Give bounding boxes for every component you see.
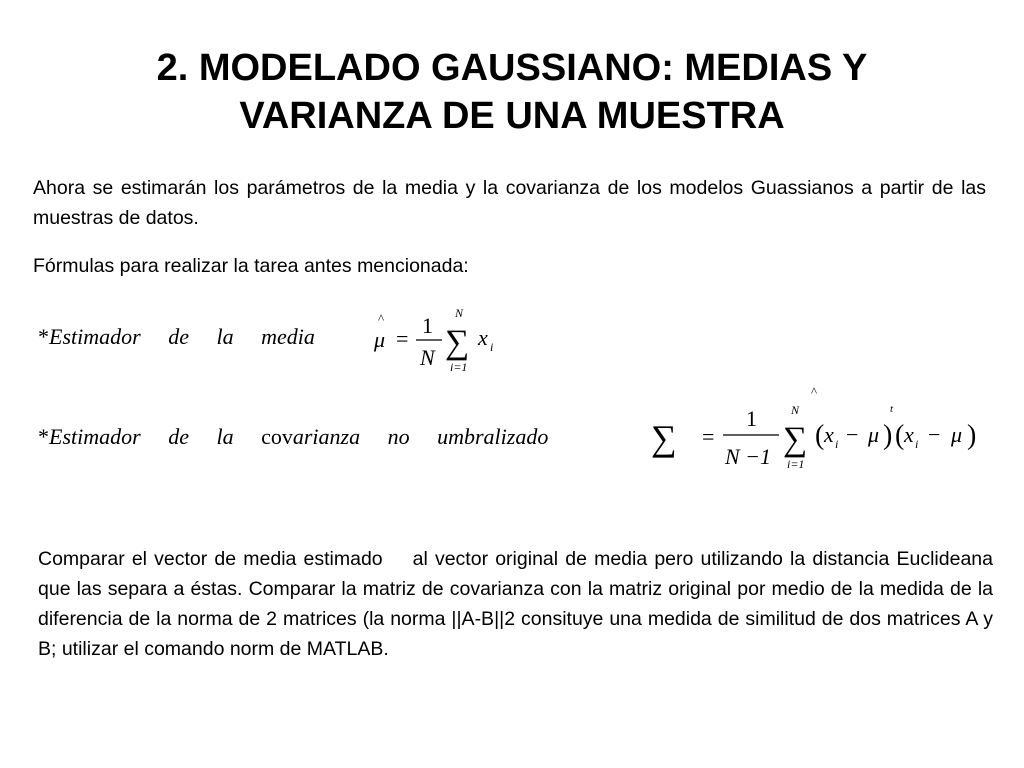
summation-symbol: ∑ — [445, 324, 470, 361]
word-de: de — [168, 424, 189, 449]
slide-title-line2: VARIANZA DE UNA MUESTRA — [239, 95, 785, 137]
comparison-part1: Comparar el vector de media estimado — [38, 548, 383, 570]
mu-hat: ^ — [378, 311, 385, 326]
formula1-label — [38, 324, 315, 350]
formula2-equation — [645, 382, 990, 477]
transpose-t: t — [890, 403, 894, 415]
left-paren-1: ( — [815, 420, 825, 451]
mu-symbol: μ — [374, 327, 386, 352]
formula2-label — [38, 424, 548, 450]
asterisk: * — [38, 324, 49, 349]
fraction-numerator: 1 — [422, 313, 433, 338]
word-umbralizado: umbralizado — [437, 424, 549, 449]
intro-paragraph: Ahora se estimarán los parámetros de la media y la covarianza de los modelos Guassianos a partir de las muestras de datos. — [33, 177, 986, 229]
sum-upper-limit: N — [455, 306, 464, 320]
word-de: de — [168, 324, 189, 349]
word-no: no — [387, 424, 410, 449]
term-x: x — [478, 325, 488, 350]
asterisk: * — [38, 424, 49, 449]
formula1-equation — [368, 303, 508, 383]
term-x: x — [824, 422, 834, 447]
minus-sign-2: − — [928, 422, 941, 447]
fraction-numerator: 1 — [746, 406, 757, 431]
mu-hat: ^ — [811, 384, 818, 399]
term-subscript: i — [490, 340, 494, 354]
minus-sign: − — [846, 422, 859, 447]
term-subscript-2: i — [915, 437, 919, 451]
word-cov: cov — [261, 424, 293, 449]
sum-lower-limit: i=1 — [787, 457, 805, 471]
mu-symbol-2: μ — [951, 422, 963, 447]
equals-sign: = — [702, 424, 715, 449]
term-subscript: i — [835, 437, 839, 451]
word-la: la — [216, 324, 234, 349]
mu-symbol: μ — [868, 422, 880, 447]
comparison-paragraph — [38, 544, 993, 664]
fraction-denominator: N −1 — [725, 444, 772, 469]
fraction-denominator: N — [420, 345, 435, 370]
summation-symbol: ∑ — [783, 421, 808, 458]
right-paren-1: ) — [883, 420, 893, 451]
left-paren-2: ( — [895, 420, 905, 451]
equals-sign: = — [396, 326, 409, 351]
slide-title — [40, 44, 984, 140]
term-x-2: x — [904, 422, 914, 447]
word-la: la — [216, 424, 234, 449]
word-arianza: arianza — [292, 424, 361, 449]
slide-title-line1: 2. MODELADO GAUSSIANO: MEDIAS Y — [156, 47, 868, 89]
big-sigma-symbol: ∑ — [651, 418, 677, 458]
sum-lower-limit: i=1 — [450, 360, 468, 374]
sum-upper-limit: N — [791, 403, 800, 417]
word-estimador: Estimador — [49, 424, 141, 449]
formulas-intro: Fórmulas para realizar la tarea antes mencionada: — [33, 255, 469, 277]
right-paren-2: ) — [967, 420, 977, 451]
comparison-part2: al vector original de media pero utilizando la distancia Euclideana que las separa a éstas. Comparar la matriz de covarianza con la matriz original por medio de la medida de la diferencia de la norma de 2 matrices (la norma ||A-B||2 consituye una medida de similitud de dos matrices A y B; utilizar el comando norm de MATLAB. — [38, 548, 993, 660]
word-media: media — [261, 324, 315, 349]
word-estimador: Estimador — [49, 324, 141, 349]
